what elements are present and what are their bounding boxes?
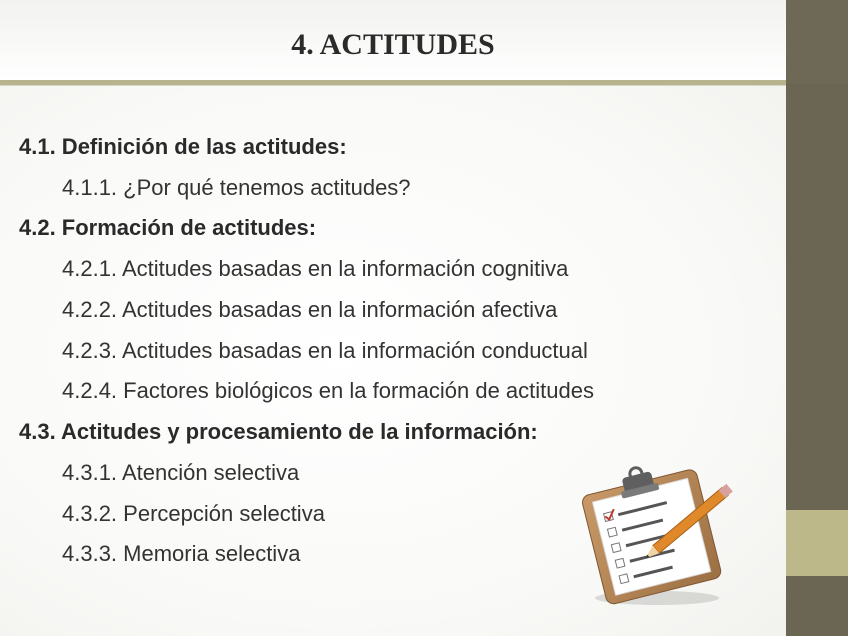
- outline-heading: 4.1. Definición de las actitudes:: [19, 134, 347, 159]
- outline-subitem: 4.3.3. Memoria selectiva: [62, 541, 301, 566]
- title-divider-shadow: [0, 85, 786, 86]
- outline-subitem: 4.2.4. Factores biológicos en la formación de actitudes: [62, 378, 594, 403]
- right-sidebar-accent: [786, 510, 848, 576]
- slide-title: 4. ACTITUDES: [291, 28, 495, 61]
- outline-subitem: 4.2.1. Actitudes basadas en la información cognitiva: [62, 256, 569, 281]
- outline-subitem: 4.1.1. ¿Por qué tenemos actitudes?: [62, 175, 411, 200]
- outline-subitem: 4.2.3. Actitudes basadas en la información conductual: [62, 338, 588, 363]
- outline-subitem: 4.3.1. Atención selectiva: [62, 460, 300, 485]
- outline-subitem: 4.2.2. Actitudes basadas en la información afectiva: [62, 297, 558, 322]
- outline-heading: 4.3. Actitudes y procesamiento de la información:: [19, 419, 538, 444]
- clipboard-checklist-icon: [575, 458, 745, 608]
- outline-heading: 4.2. Formación de actitudes:: [19, 215, 317, 240]
- outline-subitem: 4.3.2. Percepción selectiva: [62, 501, 325, 526]
- right-sidebar-top: [786, 0, 848, 84]
